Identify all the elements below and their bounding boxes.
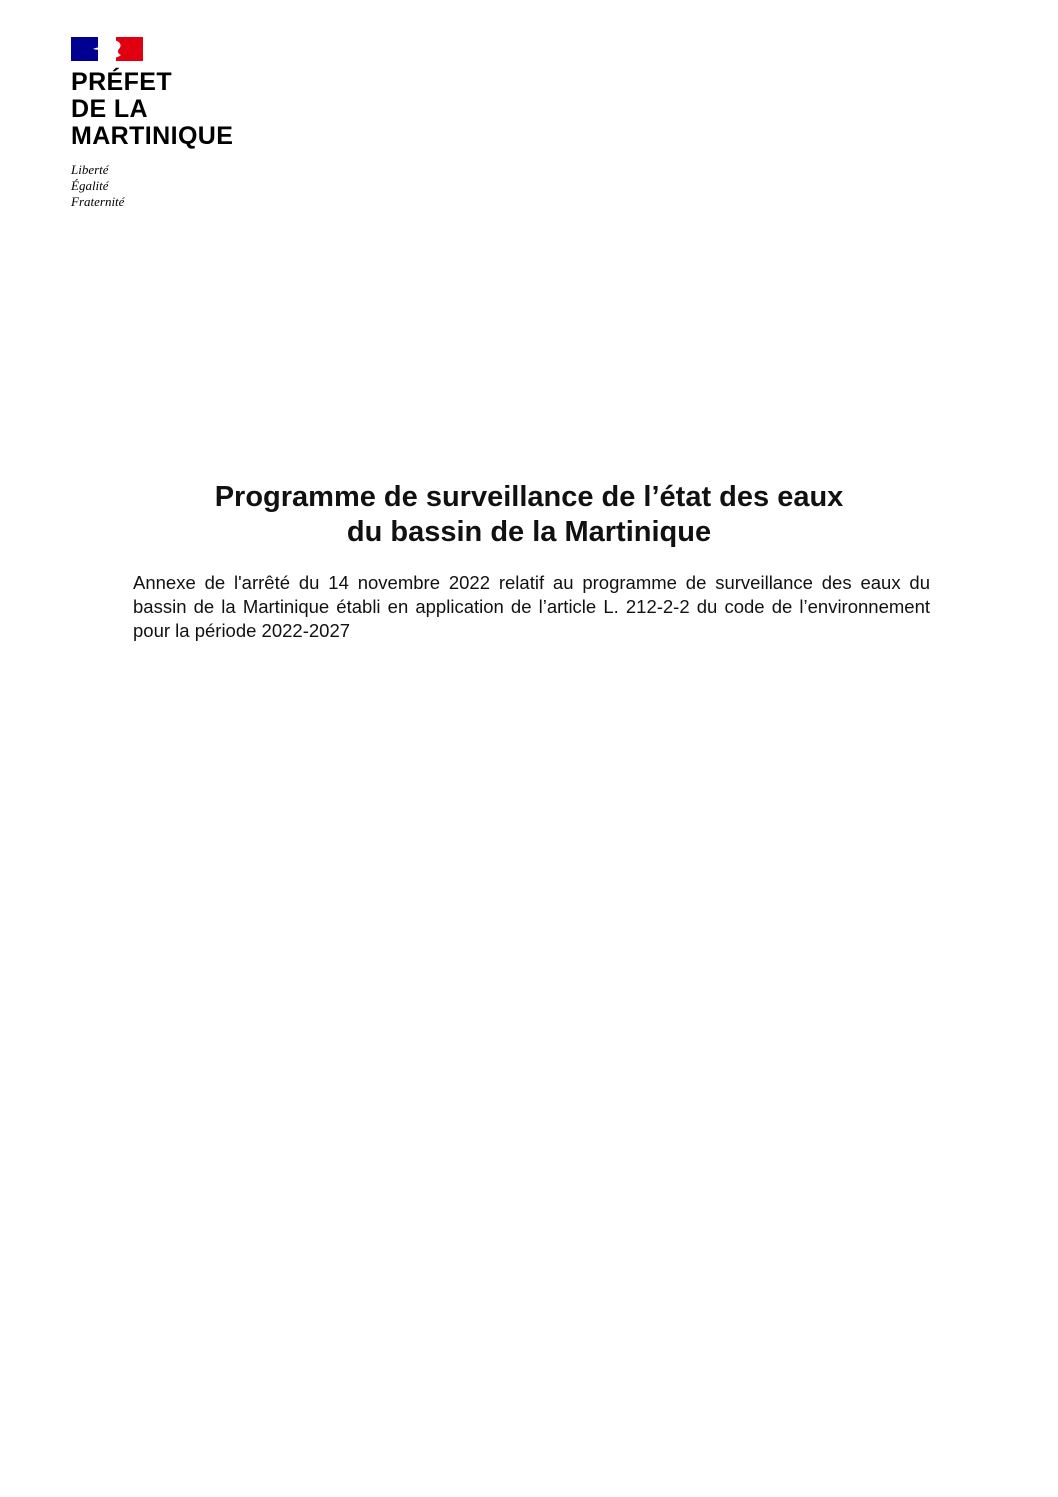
motto-line: Fraternité	[71, 194, 125, 209]
document-title	[120, 480, 938, 550]
marianne-flag-icon	[71, 37, 143, 61]
document-title-block	[120, 480, 938, 550]
annex-description: Annexe de l'arrêté du 14 novembre 2022 relatif au programme de surveillance des eaux du bassin de la Martinique établi en application de l’article L. 212-2-2 du code de l’environnement pour la période 2022-2027	[133, 572, 930, 641]
prefecture-name-line: DE LA	[71, 95, 148, 123]
prefecture-name-line: MARTINIQUE	[71, 122, 234, 150]
prefecture-name	[71, 69, 291, 150]
motto-line: Liberté	[71, 162, 109, 177]
motto-line: Égalité	[71, 178, 109, 193]
prefecture-name-line: PRÉFET	[71, 68, 173, 96]
republic-motto	[71, 162, 291, 210]
document-title-line: du bassin de la Martinique	[346, 516, 712, 548]
republique-francaise-logo	[71, 37, 291, 210]
document-title-line: Programme de surveillance de l’état des eaux	[214, 481, 844, 513]
